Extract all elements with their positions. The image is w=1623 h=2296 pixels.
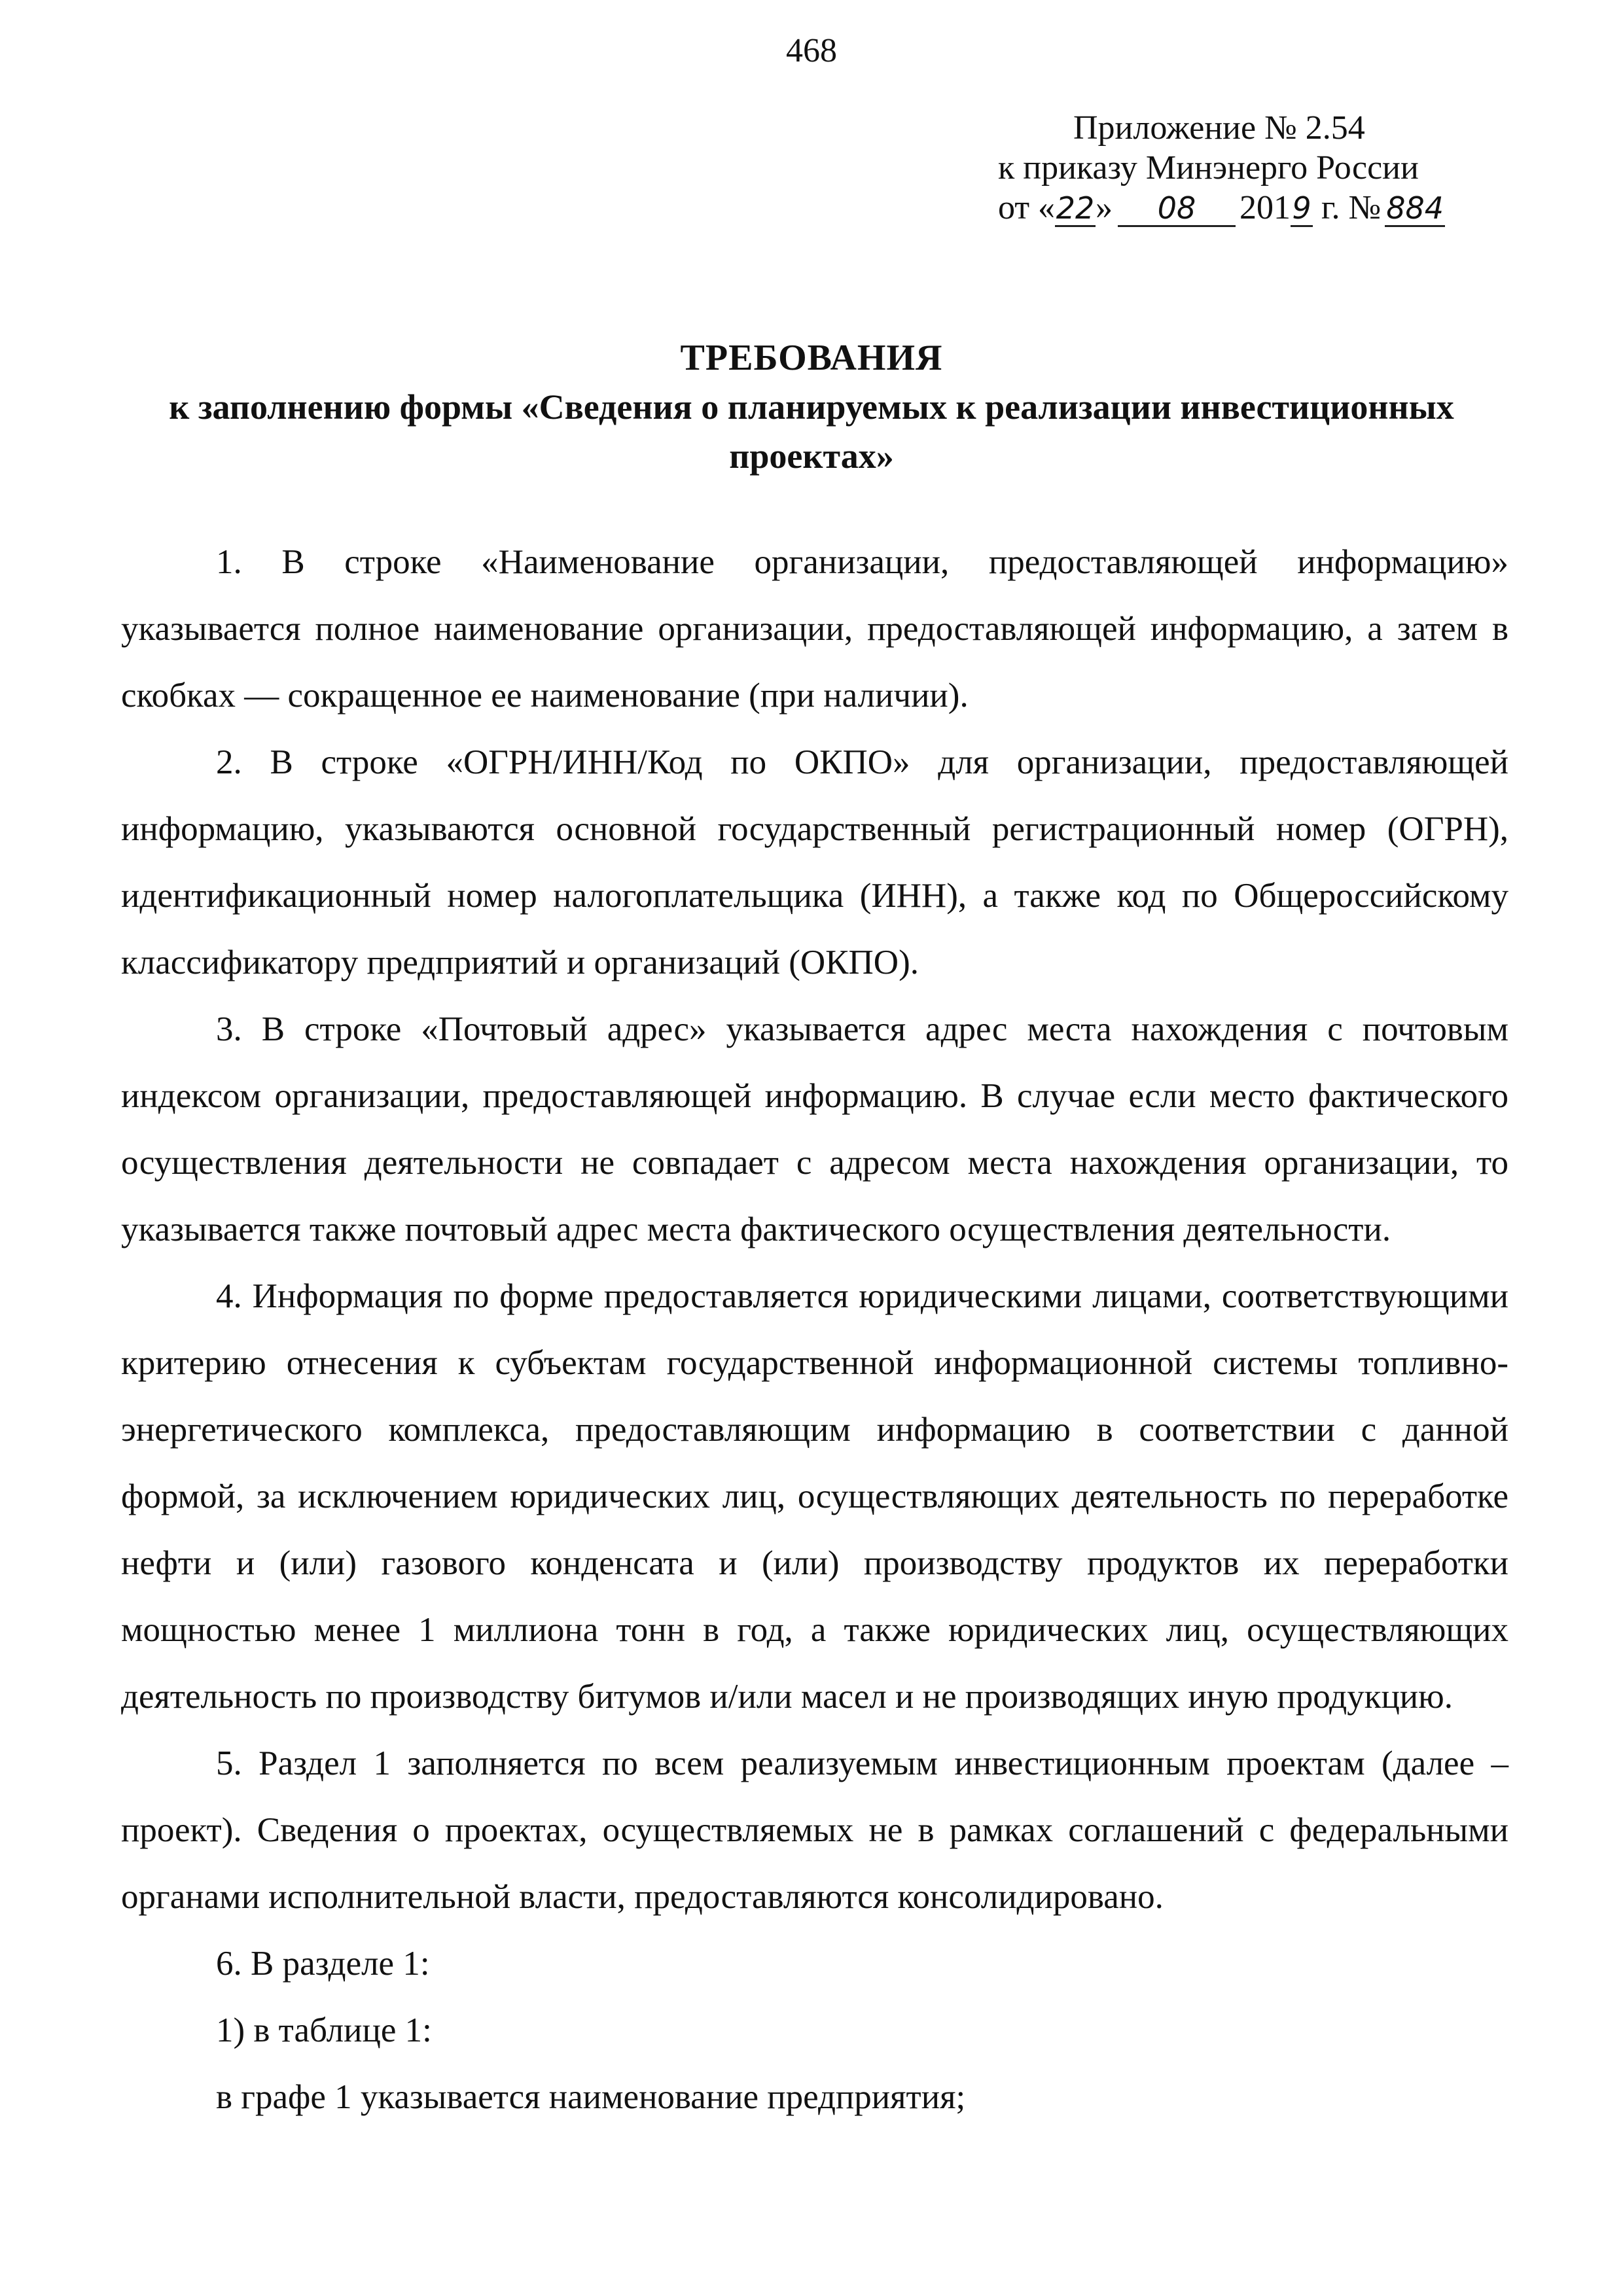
document-title: [115, 334, 1508, 481]
paragraph-6: 6. В разделе 1:: [216, 1945, 430, 1983]
handwritten-day: 22: [1056, 190, 1095, 226]
date-prefix: от «: [998, 189, 1056, 226]
paragraph-3: 3. В строке «Почтовый адрес» указывается адрес места нахождения с почтовым индексом организации, предоставляющей информацию. В случае если место фактического осуществления деятельности не совпадает с адресом места нахождения организации, то указывается также почтовый адрес места фактического осуществления деятельности.: [121, 1010, 1508, 1248]
paragraph-4: 4. Информация по форме предоставляется юридическими лицами, соответствующими критерию отнесения к субъектам государственной информационной системы топливно-энергетического комплекса, предоставляющим информацию в соответствии с данной формой, за исключением юридических лиц, осуществляющих деятельность по переработке нефти и (или) газового конденсата и (или) производству продуктов их переработки мощностью менее 1 миллиона тонн в год, а также юридических лиц, осуществляющих деятельность по производству битумов и/или масел и не производящих иную продукцию.: [121, 1277, 1508, 1716]
handwritten-order-number: 884: [1385, 191, 1445, 227]
appendix-header: [962, 108, 1564, 228]
document-body: [121, 529, 1508, 2130]
date-quote-close: »: [1096, 189, 1113, 226]
paragraph-6-1-column-1: в графе 1 указывается наименование предприятия;: [216, 2078, 966, 2116]
title-subheading: к заполнению формы «Сведения о планируемых к реализации инвестиционных проектах»: [169, 387, 1454, 476]
paragraph-2: 2. В строке «ОГРН/ИНН/Код по ОКПО» для организации, предоставляющей информацию, указываются основной государственный регистрационный номер (ОГРН), идентификационный номер налогоплательщика (ИНН), а также код по Общероссийскому классификатору предприятий и организаций (ОКПО).: [121, 743, 1508, 981]
paragraph-1: 1. В строке «Наименование организации, предоставляющей информацию» указывается полное наименование организации, предоставляющей информацию, а затем в скобках — сокращенное ее наименование (при наличии).: [121, 543, 1508, 715]
paragraph-5: 5. Раздел 1 заполняется по всем реализуемым инвестиционным проектам (далее – проект). Сведения о проектах, осуществляемых не в рамках соглашений с федеральными органами исполнительной власти, предоставляются консолидировано.: [121, 1744, 1508, 1916]
appendix-order-ref: к приказу Минэнерго России: [998, 149, 1419, 186]
appendix-date-line: [962, 188, 1564, 228]
handwritten-year-digit: 9: [1291, 191, 1313, 227]
appendix-number: Приложение № 2.54: [1073, 109, 1365, 147]
year-prefix: 201: [1240, 189, 1291, 226]
page-number: 468: [786, 32, 837, 69]
paragraph-6-1: 1) в таблице 1:: [216, 2011, 432, 2049]
order-number-label: г. №: [1313, 189, 1382, 226]
handwritten-month: 08: [1118, 191, 1236, 227]
title-heading: ТРЕБОВАНИЯ: [680, 338, 943, 378]
